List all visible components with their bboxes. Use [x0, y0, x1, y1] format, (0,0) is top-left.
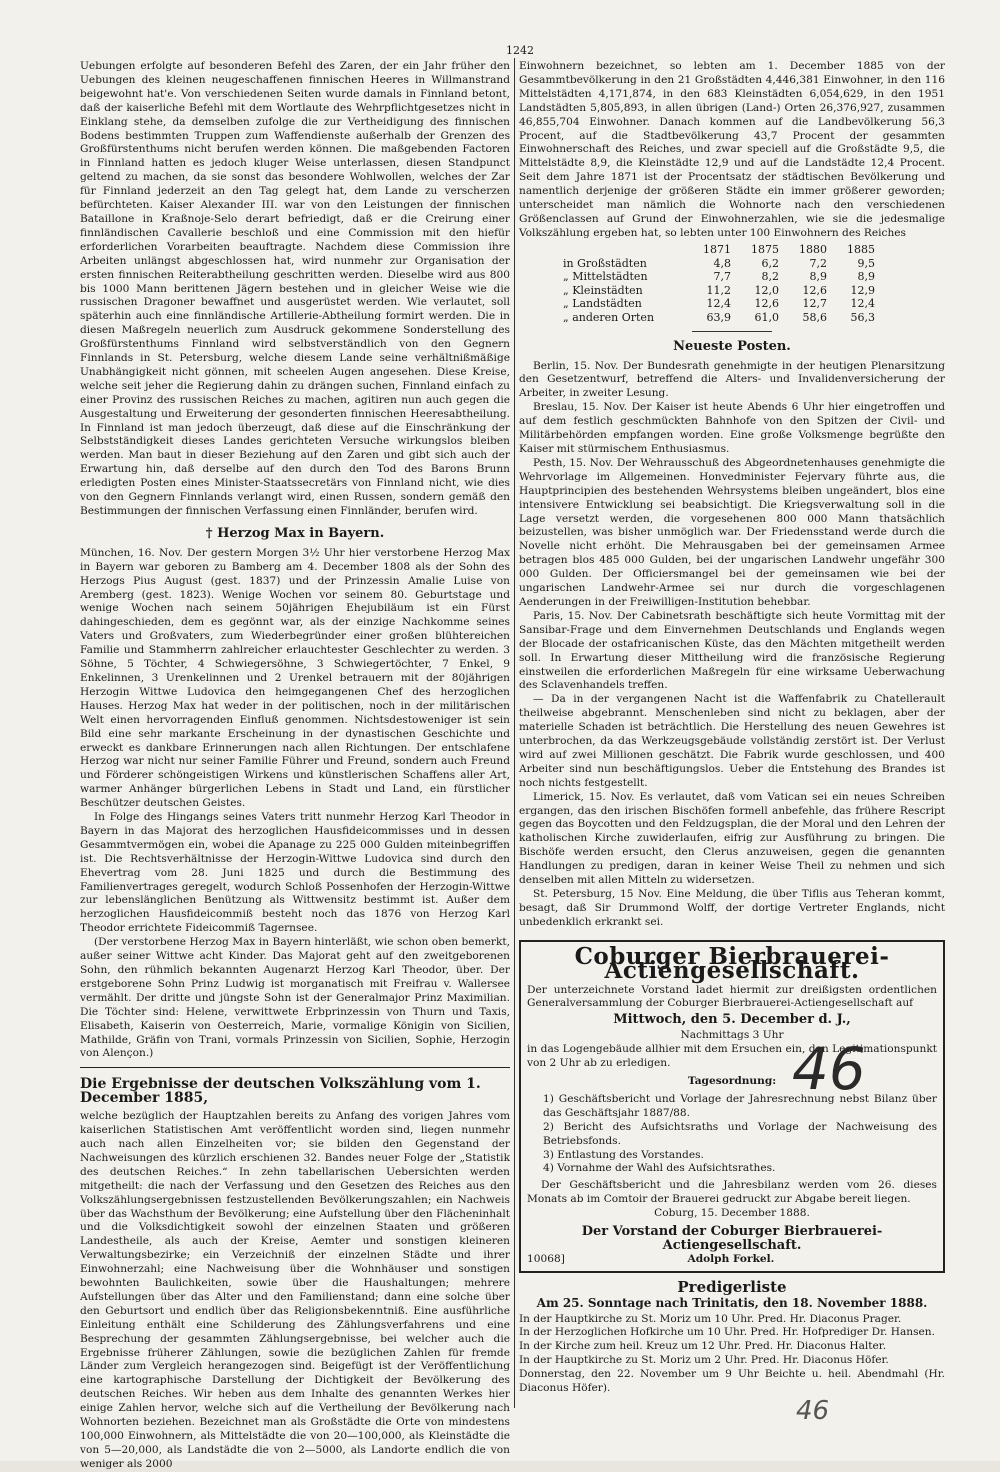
census-heading: Die Ergebnisse der deutschen Volkszählung vom 1. December 1885, [80, 1076, 481, 1107]
ad-signature: Der Vorstand der Coburger Bierbrauerei-Actiengesellschaft. [581, 1224, 883, 1253]
table-row: „ Landstädten 12,4 12,6 12,7 12,4 [563, 297, 875, 311]
census-paragraph: welche bezüglich der Hauptzahlen bereits zu Anfang des vorigen Jahres vom kaiserlichen Statistischen Amt veröffentlicht worden sind, liegen nunmehr auch nach allen Einzelheiten vor; sie bilden den Gegenstand der Nachweisungen des kürzlich erschienen 32. Bandes neuer Folge der „Statistik des deutschen Reiches.“ In zehn tabellarischen Uebersichten werden mitgetheilt: die nach der Verfassung und den Gesetzen des Reiches aus den Volkszählungsergebnissen festzustellenden Bevölkerungszahlen; ein Nachweis über das Wachsthum der Bevölkerung; eine Aufstellung über den Flächeninhalt und die Volksdichtigkeit sowohl der einzelnen Staaten und größeren Landestheile, als auch der Kreise, Aemter und sonstigen kleineren Verwaltungsbezirke; ein Verzeichniß der einzelnen Städte und ihrer Einwohnerzahl; eine Nachweisung über die Wohnhäuser und sonstigen bewohnten Baulichkeiten, sowie über die Haushaltungen; mehrere Aufstellungen über das Alter und den Familienstand; dann eine solche über den Geburtsort und endlich über das Religionsbekenntniß. Eine ausführliche Einleitung enthält eine Schilderung des Zählungsverfahrens und eine Besprechung der gesammten Zählungsergebnisse, bei welcher auch die Ergebnisse früherer Zählungen, sowie die bezüglichen Zahlen für fremde Länder zum Vergleich herangezogen sind. Beigefügt ist der Veröffentlichung eine kartographische Darstellung der Dichtigkeit der Bevölkerung des deutschen Reiches. Wir heben aus dem Inhalte des genannten Werkes hier einige Zahlen hervor, welche sich auf die Vertheilung der Bevölkerung nach Wohnorten beziehen. Bezeichnet man als Großstädte die Orte von mindestens 100,000 Einwohnern, als Mittelstädte die von 20—100,000, als Kleinstädte die von 5—20,000, als Landstädte die von 2—5000, als Landorte endlich die von weniger als 2000 [80, 1110, 510, 1470]
handwritten-number-small: 46 [796, 1396, 830, 1426]
news-chatellerault: — Da in der vergangenen Nacht ist die Waffenfabrik zu Chatellerault theilweise abgebrannt. Menschenleben sind nicht zu beklagen, aber der materielle Schaden ist beträchtlich. Die Herstellung des neuen Gewehres ist unterbrochen, da das Werkzeugsgebäude vollständig zerstört ist. Der Verlust wird auf zwei Millionen geschätzt. Die Fabrik wurde geschlossen, und 400 Arbeiter sind nun beschäftigungslos. Ueber die Entstehung des Brandes ist noch nichts festgestellt. [519, 693, 945, 789]
agenda-item: 2) Bericht des Aufsichtsraths und Vorlage der Nachweisung des Betriebsfonds. [543, 1120, 937, 1147]
table-year: 1885 [847, 242, 875, 256]
preacher-line: In der Herzoglichen Hofkirche um 10 Uhr. Pred. Hr. Hofprediger Dr. Hansen. [519, 1326, 935, 1339]
table-row: in Großstädten 4,8 6,2 7,2 9,5 [563, 256, 875, 270]
news-heading: Neueste Posten. [673, 338, 791, 354]
preacher-list-subtitle: Am 25. Sonntage nach Trinitatis, den 18. November 1888. [536, 1295, 928, 1310]
table-row: „ anderen Orten 63,9 61,0 58,6 56,3 [563, 311, 875, 325]
section-rule [80, 1067, 510, 1068]
ad-agenda [543, 1093, 937, 1176]
news-pesth: Pesth, 15. Nov. Der Wehrausschuß des Abgeordnetenhauses genehmigte die Wehrvorlage im Allgemeinen. Honvedminister Fejervary führte aus, die Hauptprincipien des bestehenden Wehrsystems bleiben ungeändert, blos eine intensivere Entwicklung sei beabsichtigt. Die Kriegsverwaltung soll in die Lage versetzt werden, die vorgesehenen 800 000 Mann thatsächlich beizustellen, was bisher unmöglich war. Der Friedensstand werde durch die Novelle nicht erhöht. Die Mehrausgaben bei der gemeinsamen Armee betragen blos 485 000 Gulden, bei der ungarischen Landwehr ungefähr 300 000 Gulden. Der Officiersmangel bei der gemeinsamen wie bei der ungarischen Landwehr-Armee sei nur durch die vorgeschlagenen Aenderungen in der Freiwilligen-Institution behebbar. [519, 456, 945, 608]
obituary-paragraph-3: (Der verstorbene Herzog Max in Bayern hinterläßt, wie schon oben bemerkt, außer seiner Wittwe acht Kinder. Das Majorat geht auf den zweitgeborenen Sohn, den rühmlich bekannten Augenarzt Herzog Karl Theodor, über. Der erstgeborene Sohn Prinz Ludwig ist morganatisch mit Freifrau v. Wallersee vermählt. Der dritte und jüngste Sohn ist der Generalmajor Prinz Maximilian. Die Töchter sind: Helene, verwittwete Erbprinzessin von Thurn und Taxis, Elisabeth, Kaiserin von Oesterreich, Marie, vormalige Königin von Sicilien, Mathilde, Gräfin von Trani, vormals Prinzessin von Sicilien, Sophie, Herzogin von Alençon.) [80, 936, 510, 1060]
ad-location: in das Logengebäude allhier mit dem Ersuchen ein, den Legitimationspunkt von 2 Uhr ab zu erledigen. [527, 1043, 937, 1070]
short-rule [692, 331, 772, 332]
table-year: 1875 [751, 242, 779, 256]
census-continuation: Einwohnern bezeichnet, so lebten am 1. December 1885 von der Gesammtbevölkerung in den 21 Großstädten 4,446,381 Einwohner, in den 116 Mittelstädten 4,171,874, in den 683 Kleinstädten 6,054,629, in den 1951 Landstädten 5,805,893, in allen übrigen (Land-) Orten 26,376,927, zusammen 46,855,704 Einwohner. Danach kommen auf die Landbevölkerung 56,3 Procent, auf die Stadtbevölkerung 43,7 Procent der gesammten Einwohnerschaft des Reiches, und zwar speciell auf die Großstädte 9,5, die Mittelstädte 8,9, die Kleinstädte 12,9 und auf die Landstädte 12,4 Procent. Seit dem Jahre 1871 ist der Procentsatz der städtischen Bevölkerung und namentlich derjenige der größeren Städte ein immer größerer geworden; unterscheidet man nämlich die Wohnorte nach den verschiedenen Größenclassen auf Grund der Einwohnerzahlen, wie sie die jedesmalige Volkszählung ergeben hat, so lebten unter 100 Einwohnern des Reiches [519, 60, 945, 239]
table-year: 1871 [703, 242, 731, 256]
ad-invitation: Der unterzeichnete Vorstand ladet hiermit zur dreißigsten ordentlichen Generalversammlung der Coburger Bierbrauerei-Actiengesellschaft auf [527, 983, 937, 1010]
ad-agenda-title: Tagesordnung: [687, 1074, 777, 1087]
ad-number: 10068] [527, 1252, 565, 1265]
brewery-advertisement [519, 940, 945, 1273]
ad-footer [527, 1253, 937, 1267]
population-table [563, 243, 885, 325]
right-column [519, 60, 945, 1396]
obituary-heading: † Herzog Max in Bayern. [205, 525, 385, 541]
ad-title: Coburger Bierbrauerei-Actiengesellschaft. [574, 942, 890, 984]
news-berlin: Berlin, 15. Nov. Der Bundesrath genehmigte in der heutigen Plenarsitzung den Gesetzentwurf, betreffend die Alters- und Invalidenversicherung der Arbeiter, in zweiter Lesung. [519, 359, 945, 400]
ad-time: Nachmittags 3 Uhr [680, 1029, 784, 1042]
table-row: „ Kleinstädten 11,2 12,0 12,6 12,9 [563, 283, 875, 297]
news-paris: Paris, 15. Nov. Der Cabinetsrath beschäftigte sich heute Vormittag mit der Sansibar-Frage und dem Einvernehmen Deutschlands und Englands wegen der Blocade der ostafricanischen Küste, das den Mächten mitgetheilt werden soll. In Erwartung dieser Mittheilung wird die französische Regierung einstweilen die erforderlichen Maßregeln für eine wirksame Ueberwachung des Sclavenhandels treffen. [519, 609, 945, 692]
agenda-item: 3) Entlastung des Vorstandes. [543, 1148, 704, 1161]
preacher-line: In der Kirche zum heil. Kreuz um 12 Uhr. Pred. Hr. Diaconus Halter. [519, 1340, 887, 1353]
table-row: „ Mittelstädten 7,7 8,2 8,9 8,9 [563, 270, 875, 284]
news-breslau: Breslau, 15. Nov. Der Kaiser ist heute Abends 6 Uhr hier eingetroffen und auf dem festlich geschmückten Bahnhofe von den Spitzen der Civil- und Militärbehörden empfangen worden. Eine große Volksmenge begrüßte den Kaiser mit stürmischem Enthusiasmus. [519, 401, 945, 455]
handwritten-number-large: 46 [792, 1035, 866, 1103]
ad-footer-spacer [897, 1253, 937, 1267]
preacher-line: Donnerstag, den 22. November um 9 Uhr Beichte u. heil. Abendmahl (Hr. Diaconus Höfer). [519, 1368, 945, 1395]
table-header-blank [563, 243, 693, 257]
obituary-paragraph-2: In Folge des Hingangs seines Vaters tritt nunmehr Herzog Karl Theodor in Bayern in das Majorat des herzoglichen Hausfideicommisses und in dessen Gesammtvermögen ein, wobei die Apanage zu 225 000 Gulden miteinbegriffen ist. Die Rechtsverhältnisse der Herzogin-Wittwe Ludovica sind durch den Ehevertrag vom 28. Juni 1825 und durch die Bestimmung des Familienvertrages geregelt, wodurch Schloß Possenhofen der Herzogin-Wittwe zur lebenslänglichen Benützung als Wittwensitz bestimmt ist. Außer dem herzoglichen Hausfideicommiß besteht noch das 1876 von Herzog Karl Theodor errichtete Fideicommiß Tagernsee. [80, 811, 510, 935]
agenda-item: 1) Geschäftsbericht und Vorlage der Jahresrechnung nebst Bilanz über das Geschäftsjahr 1887/88. [543, 1092, 937, 1119]
preacher-list-title: Predigerliste [677, 1277, 787, 1296]
ad-signatory: Adolph Forkel. [687, 1252, 775, 1265]
ad-date: Mittwoch, den 5. December d. J., [613, 1012, 851, 1028]
preacher-line: In der Hauptkirche zu St. Moriz um 2 Uhr. Pred. Hr. Diaconus Höfer. [519, 1354, 889, 1367]
obituary-paragraph-1: München, 16. Nov. Der gestern Morgen 3½ Uhr hier verstorbene Herzog Max in Bayern war geboren zu Bamberg am 4. December 1808 als der Sohn des Herzogs Pius August (gest. 1837) und der Prinzessin Amalie Luise von Aremberg (gest. 1823). Wenige Wochen vor seinem 80. Geburtstage und wenige Wochen nach seinem 50jährigen Ehejubiläum ist ein Fürst dahingeschieden, dem es gegönnt war, als der einzige Nachkomme seines Vaters und Großvaters, zum Wiederbegründer einer großen blühtereichen Familie und Stammherrn zahlreicher erlauchtester Geschlechter zu werden. 3 Söhne, 5 Töchter, 4 Schwiegersöhne, 3 Schwiegertöchter, 7 Enkel, 9 Enkelinnen, 3 Urenkelinnen und 2 Urenkel betrauern mit der 80jährigen Herzogin Wittwe Ludovica den heimgegangenen Chef des herzoglichen Hauses. Herzog Max hat weder in der politischen, noch in der militärischen Welt einen hervorragenden Einfluß genommen. Nichtsdestoweniger ist sein Bild eine sehr markante Erscheinung in der dynastischen Geschichte und erweckt es dankbare Erinnerungen nach allen Richtungen. Der entschlafene Herzog war nicht nur seiner Familie Führer und Freund, sondern auch Freund und Förderer schöngeistigen Wirkens und künstlerischen Schaffens aller Art, warmer Anhänger bürgerlichen Lebens in Stadt und Land, ein fürstlicher Beschützer deutschen Geistes. [80, 546, 510, 810]
ad-place-date: Coburg, 15. December 1888. [654, 1207, 810, 1220]
left-column [80, 60, 510, 1472]
news-petersburg: St. Petersburg, 15 Nov. Eine Meldung, die über Tiflis aus Teheran kommt, besagt, daß Sir Drummond Wolff, der dortige Vertreter Englands, nicht unbedenklich erkrankt sei. [519, 888, 945, 928]
table-year: 1880 [799, 242, 827, 256]
preacher-list [519, 1277, 945, 1396]
news-limerick: Limerick, 15. Nov. Es verlautet, daß vom Vatican sei ein neues Schreiben ergangen, das den irischen Bischöfen formell anbefehle, das frühere Rescript gegen das Boycotten und den Feldzugsplan, die der Moral und den Lehren der katholischen Kirche zuwiderlaufen, eifrig zur Ausführung zu bringen. Die Bischöfe werden ersucht, den Clerus anzuweisen, gegen die genannten Handlungen zu predigen, daran in keiner Weise Theil zu nehmen und sich denselben mit allen Mitteln zu widersetzen. [519, 790, 945, 887]
preacher-line: In der Hauptkirche zu St. Moriz um 10 Uhr. Pred. Hr. Diaconus Prager. [519, 1312, 902, 1325]
page-number: 1242 [506, 44, 534, 57]
column-divider [514, 58, 515, 1408]
ad-report-note: Der Geschäftsbericht und die Jahresbilanz werden vom 26. dieses Monats ab im Comtoir der Brauerei gedruckt zur Abgabe bereit liegen. [527, 1179, 937, 1206]
finland-article: Uebungen erfolgte auf besonderen Befehl des Zaren, der ein Jahr früher den Uebungen des kleinen neugeschaffenen finnischen Heeres in Willmanstrand beigewohnt hat'e. Von verschiedenen Seiten wurde damals in Finnland betont, daß der kaiserliche Befehl mit dem Wortlaute des Wehrpflichtgesetzes nicht in Einklang stehe, da demselben zufolge die zur Vertheidigung des finnischen Bodens bestimmten Truppen zum Waffendienste außerhalb der Grenzen des Großfürstenthums nicht berufen werden können. Die maßgebenden Factoren in Finnland hatten es jedoch kluger Weise unterlassen, diesen Standpunct geltend zu machen, da sie sonst das besondere Wohlwollen, welches der Zar für Finnland jederzeit an den Tag gelegt hat, dem Lande zu verscherzen befürchteten. Kaiser Alexander III. war von den Leistungen der finnischen Bataillone in Kraßnoje-Selo derart befriedigt, daß er die Creirung einer finnländischen Cavallerie beschloß und eine Commission mit den hiefür erforderlichen Vorarbeiten beauftragte. Nachdem diese Commission ihre Arbeiten unlängst abgeschlossen hat, wird nunmehr zur Organisation der ersten finnischen Reiterabtheilung geschritten werden. Dieselbe wird aus 800 bis 1000 Mann berittenen Jägern bestehen und in gleicher Weise wie die russischen Dragoner bewaffnet und ausgerüstet werden. Wie verlautet, soll späterhin auch eine finnländische Artillerie-Abtheilung formirt werden. Die in diesen Maßregeln neuerlich zum Ausdruck gekommene Sonderstellung des Großfürstenthums Finnland wird selbstverständlich von den Gegnern Finnlands in St. Petersburg, welche diesem Lande seine verhältnißmäßige Unabhängigkeit nicht gönnen, mit scheelen Augen angesehen. Diese Kreise, welche seit jeher die Regierung dahin zu drängen suchen, Finnland einfach zu einer Provinz des russischen Reiches zu machen, agitiren nun auch gegen die Ausgestaltung und Erweiterung der gesonderten finnischen Heeresabtheilung. In Finnland ist man jedoch überzeugt, daß diese auf die Einschränkung der Selbstständigkeit dieses Landes gerichteten Versuche wirkungslos bleiben werden. Man baut in dieser Beziehung auf den Zaren und gibt sich auch der Erwartung hin, daß derselbe auf den durch den Tod des Barons Brunn erledigten Posten eines Minister-Staatssecretärs von Finnland nicht, wie dies von den Gegnern Finnlands verlangt wird, einen Russen, sondern gemäß den Bestimmungen der finnischen Verfassung einen Finnländer, berufen wird. [80, 60, 510, 517]
agenda-item: 4) Vornahme der Wahl des Aufsichtsrathes. [543, 1162, 776, 1175]
